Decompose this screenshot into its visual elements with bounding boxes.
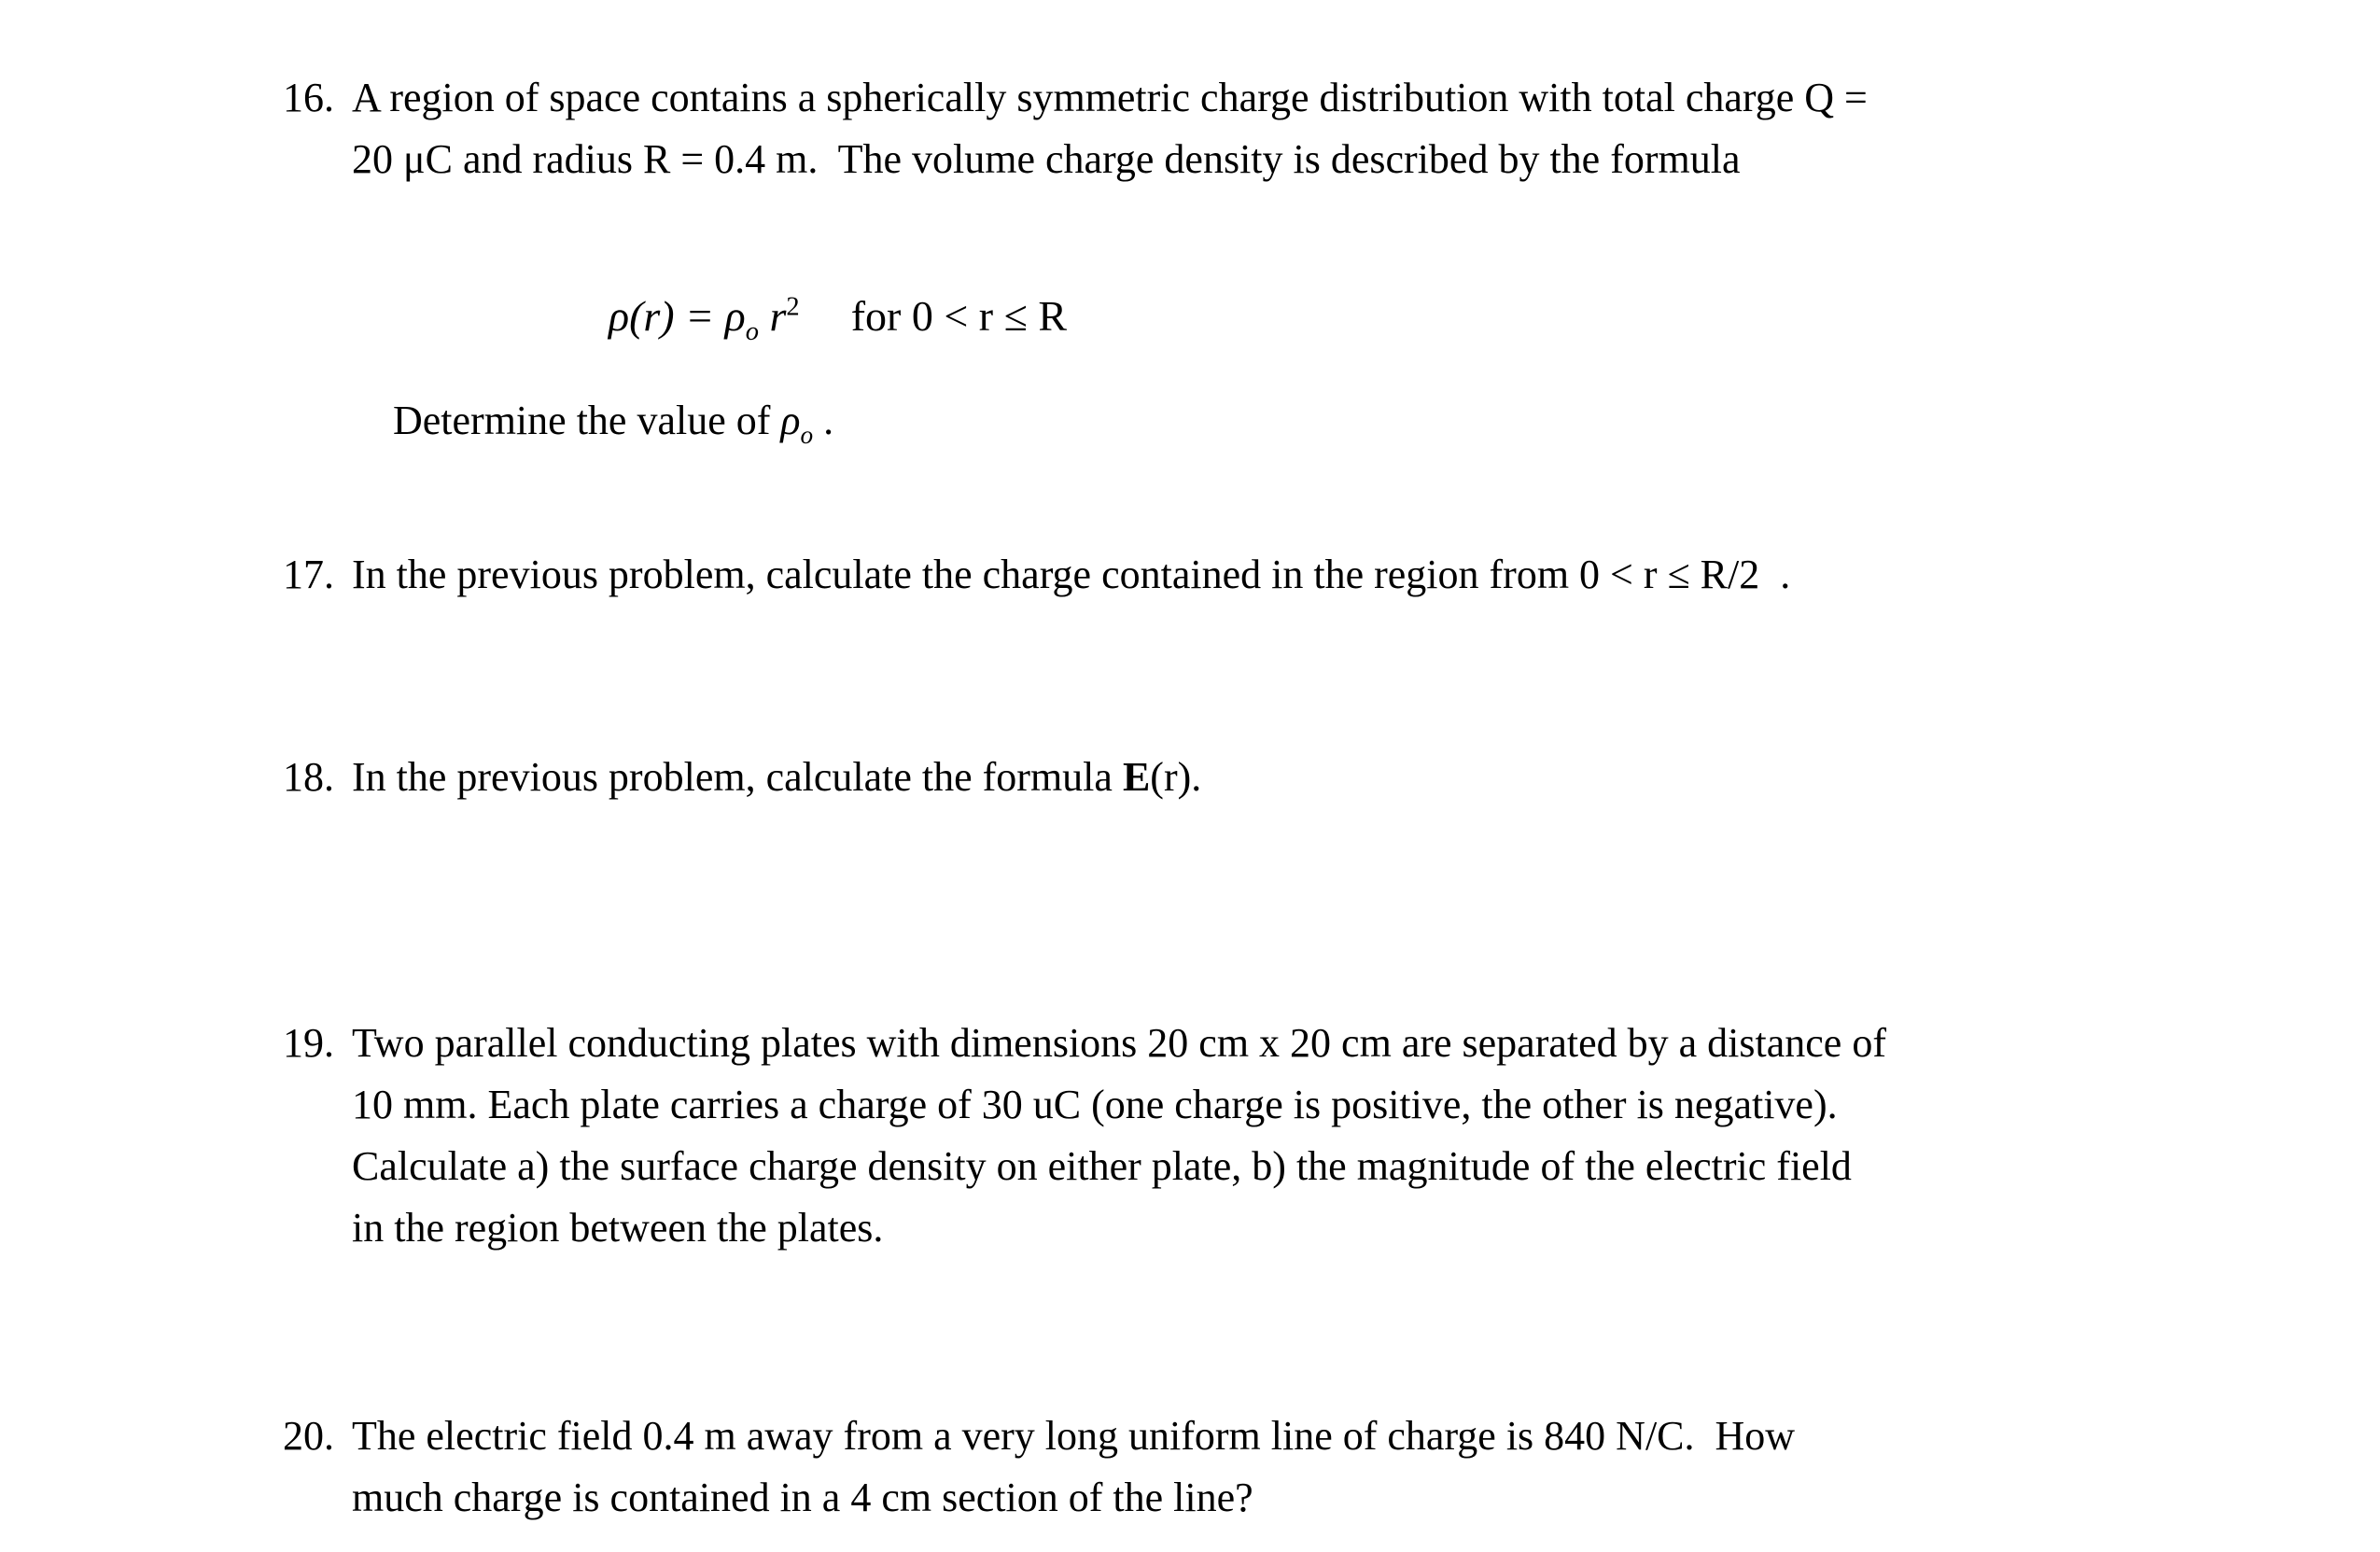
problem-line: Calculate a) the surface charge density on either plate, b) the magnitude of the electric field: [352, 1143, 1852, 1189]
followup-text: Determine the value of: [393, 398, 781, 443]
rho-subscript: o: [800, 420, 814, 449]
problem-text-suffix: (r).: [1150, 754, 1202, 800]
formula-subscript: o: [745, 317, 760, 347]
problem-number: 17.: [283, 552, 334, 597]
problem-line: Two parallel conducting plates with dimensions 20 cm x 20 cm are separated by a distance of: [352, 1020, 1886, 1066]
formula-lhs: ρ(r) = ρ: [609, 292, 746, 340]
problem-line: [352, 747, 1201, 808]
problem-text: [352, 67, 1868, 190]
problem-number: 20.: [283, 1413, 334, 1459]
problem-line: in the region between the plates.: [352, 1205, 884, 1251]
problem-line: 20 μC and radius R = 0.4 m. The volume charge density is described by the formula: [352, 136, 1741, 182]
problem-19: [283, 1013, 1886, 1259]
problem-text-prefix: In the previous problem, calculate the formula: [352, 754, 1123, 800]
problem-line: The electric field 0.4 m away from a very long uniform line of charge is 840 N/C. How: [352, 1413, 1796, 1459]
problem-line: In the previous problem, calculate the charge contained in the region from 0 < r ≤ R/2 .: [352, 552, 1791, 597]
problem-text: [352, 747, 1201, 808]
formula-variable: r: [759, 292, 787, 340]
problem-20: [283, 1405, 1795, 1529]
problem-line: 10 mm. Each plate carries a charge of 30 uC (one charge is positive, the other is negative).: [352, 1082, 1838, 1127]
problem-text: [352, 544, 1790, 606]
problem-16: [283, 67, 1868, 190]
problem-text: [352, 1405, 1795, 1529]
problem-text: [352, 1013, 1886, 1259]
electric-field-symbol: E: [1122, 754, 1151, 800]
problem-17: [283, 544, 1790, 606]
formula-condition: for 0 < r ≤ R: [850, 292, 1068, 340]
problem-16-followup: [352, 329, 833, 513]
rho-symbol: ρ: [780, 398, 801, 443]
followup-text: .: [813, 398, 834, 443]
problem-number: 16.: [283, 75, 334, 120]
problem-number: 18.: [283, 754, 334, 800]
formula-exponent: 2: [786, 292, 800, 322]
problem-18: [283, 747, 1201, 808]
problem-line: A region of space contains a spherically symmetric charge distribution with total charge Q =: [352, 75, 1868, 120]
problem-line: much charge is contained in a 4 cm section of the line?: [352, 1475, 1253, 1520]
problem-number: 19.: [283, 1020, 334, 1066]
